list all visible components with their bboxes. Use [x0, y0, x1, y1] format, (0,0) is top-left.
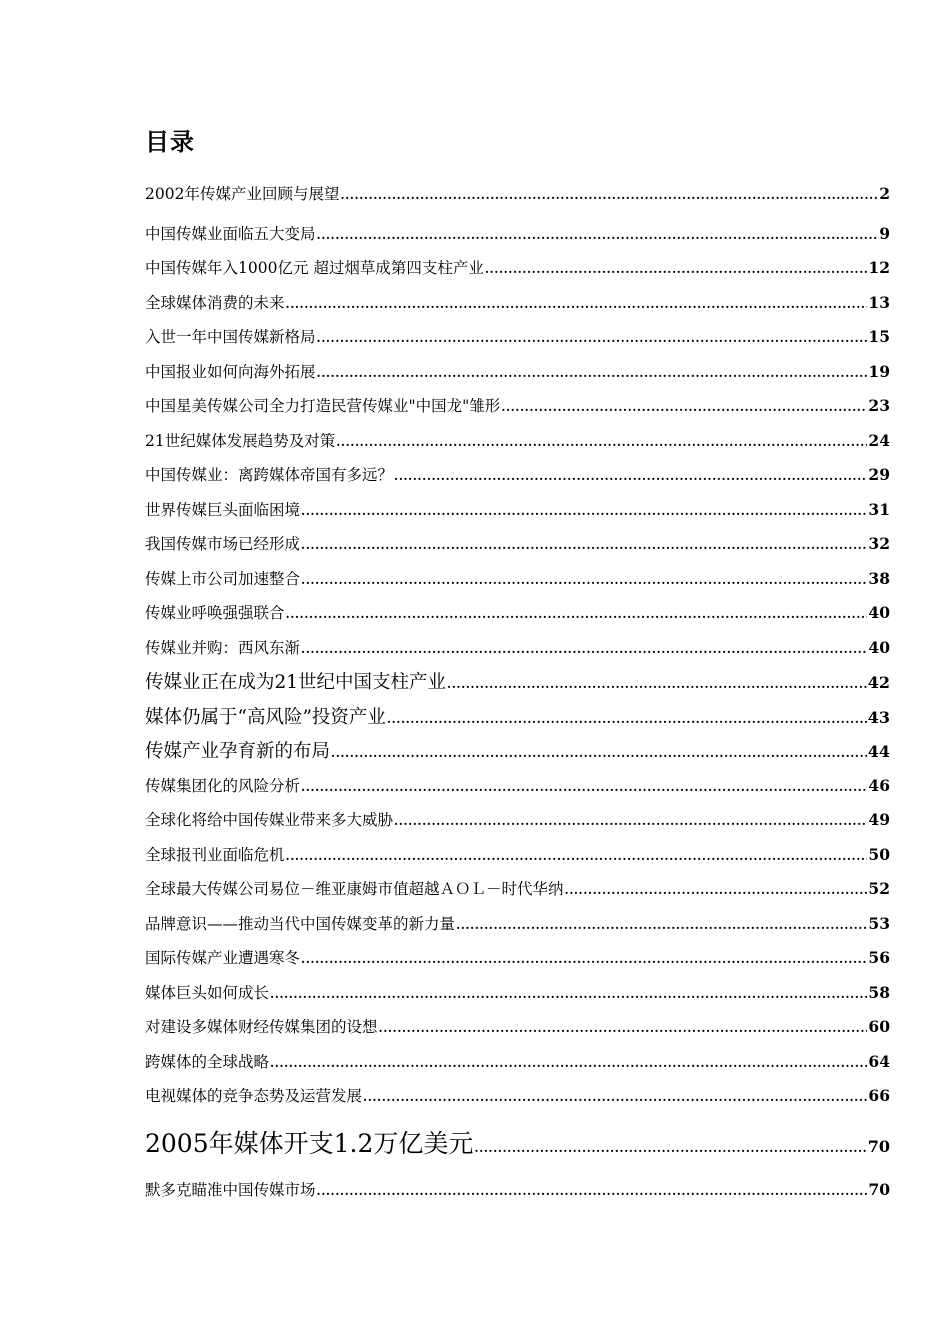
toc-entry-label: 媒体仍属于“高风险”投资产业 — [145, 707, 386, 728]
dot-leader — [331, 746, 867, 760]
toc-entry-label: 2005年媒体开支1.2万亿美元 — [145, 1129, 474, 1158]
toc-entry[interactable] — [145, 360, 890, 382]
toc-entry-page: 60 — [868, 1017, 890, 1036]
toc-entry[interactable] — [145, 912, 890, 934]
dot-leader — [379, 1021, 868, 1035]
toc-entry-label: 电视媒体的竞争态势及运营发展 — [145, 1087, 363, 1105]
dot-leader — [286, 607, 868, 621]
toc-entry-label: 传媒产业孕育新的布局 — [145, 741, 331, 762]
toc-entry[interactable] — [145, 1178, 890, 1200]
toc-entry-label: 全球最大传媒公司易位－维亚康姆市值超越ＡＯＬ－时代华纳 — [145, 880, 564, 898]
dot-leader — [301, 642, 867, 656]
toc-entry-label: 中国传媒年入1000亿元 超过烟草成第四支柱产业 — [145, 259, 484, 277]
toc-entry[interactable] — [145, 946, 890, 968]
toc-entry-page: 2 — [879, 184, 890, 203]
toc-entry[interactable] — [145, 291, 890, 313]
toc-entry-label: 媒体巨头如何成长 — [145, 984, 270, 1002]
dot-leader — [485, 262, 868, 276]
toc-entry[interactable] — [145, 843, 890, 865]
toc-entry-label: 中国传媒业面临五大变局 — [145, 225, 316, 243]
toc-entry-page: 19 — [868, 362, 890, 381]
toc-entry-label: 默多克瞄准中国传媒市场 — [145, 1181, 316, 1199]
dot-leader — [301, 538, 867, 552]
dot-leader — [317, 366, 868, 380]
toc-entry[interactable] — [145, 394, 890, 416]
toc-entry[interactable] — [145, 463, 890, 485]
toc-entry-label: 国际传媒产业遭遇寒冬 — [145, 949, 301, 967]
toc-entry[interactable] — [145, 601, 890, 623]
toc-entry-page: 40 — [868, 638, 890, 657]
toc-entry[interactable] — [145, 182, 890, 204]
toc-entry[interactable] — [145, 498, 890, 520]
toc-entry-page: 53 — [868, 914, 890, 933]
dot-leader — [456, 918, 867, 932]
toc-entry-label: 跨媒体的全球战略 — [145, 1053, 270, 1071]
toc-entry[interactable] — [145, 703, 890, 729]
toc-entry-page: 32 — [868, 534, 890, 553]
toc-entry-page: 38 — [868, 569, 890, 588]
dot-leader — [317, 1184, 868, 1198]
toc-entry-page: 15 — [868, 327, 890, 346]
dot-leader — [394, 814, 867, 828]
toc-entry-label: 我国传媒市场已经形成 — [145, 535, 301, 553]
toc-entry[interactable] — [145, 1084, 890, 1106]
dot-leader — [317, 228, 879, 242]
dot-leader — [474, 1141, 866, 1155]
toc-entry[interactable] — [145, 325, 890, 347]
dot-leader — [336, 435, 867, 449]
toc-entry[interactable] — [145, 636, 890, 658]
dot-leader — [340, 188, 878, 202]
toc-entry-label: 传媒业正在成为21世纪中国支柱产业 — [145, 672, 447, 693]
toc-entry-label: 2002年传媒产业回顾与展望 — [145, 185, 340, 203]
toc-entry[interactable] — [145, 1015, 890, 1037]
toc-entry[interactable] — [145, 981, 890, 1003]
dot-leader — [301, 504, 867, 518]
toc-entry[interactable] — [145, 1124, 890, 1160]
toc-entry[interactable] — [145, 737, 890, 763]
toc-entry-label: 21世纪媒体发展趋势及对策 — [145, 432, 336, 450]
toc-entry[interactable] — [145, 808, 890, 830]
toc-entry-page: 24 — [868, 431, 890, 450]
toc-entry-page: 58 — [868, 983, 890, 1002]
dot-leader — [270, 1056, 867, 1070]
dot-leader — [301, 780, 867, 794]
toc-entry[interactable] — [145, 429, 890, 451]
dot-leader — [447, 677, 867, 691]
toc-entry-page: 52 — [868, 879, 890, 898]
dot-leader — [387, 712, 867, 726]
toc-entry-label: 入世一年中国传媒新格局 — [145, 328, 316, 346]
toc-entry-label: 全球报刊业面临危机 — [145, 846, 285, 864]
toc-entry-page: 44 — [867, 742, 890, 761]
toc-entry[interactable] — [145, 774, 890, 796]
dot-leader — [286, 849, 868, 863]
toc-entry-label: 中国星美传媒公司全力打造民营传媒业"中国龙"雏形 — [145, 397, 501, 415]
toc-entry-label: 传媒业呼唤强强联合 — [145, 604, 285, 622]
toc-entry-label: 传媒上市公司加速整合 — [145, 570, 301, 588]
toc-entry-page: 64 — [868, 1052, 890, 1071]
toc-entry-page: 46 — [868, 776, 890, 795]
dot-leader — [394, 469, 867, 483]
dot-leader — [565, 883, 868, 897]
toc-entry-label: 世界传媒巨头面临困境 — [145, 501, 301, 519]
dot-leader — [363, 1090, 867, 1104]
toc-entry[interactable] — [145, 222, 890, 244]
toc-entry-page: 29 — [868, 465, 890, 484]
toc-entry-label: 对建设多媒体财经传媒集团的设想 — [145, 1018, 378, 1036]
toc-entry-page: 13 — [868, 293, 890, 312]
toc-entry-label: 传媒业并购：西风东渐 — [145, 639, 301, 657]
toc-entry-label: 中国报业如何向海外拓展 — [145, 363, 316, 381]
toc-title: 目录 — [145, 128, 195, 156]
toc-entry-page: 23 — [868, 396, 890, 415]
dot-leader — [501, 400, 867, 414]
toc-entry-page: 9 — [879, 224, 890, 243]
dot-leader — [286, 297, 868, 311]
toc-entry-page: 31 — [868, 500, 890, 519]
toc-entry-page: 70 — [867, 1137, 890, 1156]
toc-entry-label: 传媒集团化的风险分析 — [145, 777, 301, 795]
toc-entry-page: 70 — [868, 1180, 890, 1199]
toc-entry[interactable] — [145, 877, 890, 899]
toc-entry-page: 43 — [867, 708, 890, 727]
toc-entry[interactable] — [145, 567, 890, 589]
toc-entry-page: 12 — [868, 258, 890, 277]
toc-entry-page: 56 — [868, 948, 890, 967]
toc-entry-page: 42 — [867, 673, 890, 692]
toc-entry[interactable] — [145, 1050, 890, 1072]
toc-entry-label: 中国传媒业：离跨媒体帝国有多远？ — [145, 466, 394, 484]
dot-leader — [317, 331, 868, 345]
toc-entry-page: 50 — [868, 845, 890, 864]
toc-entry[interactable] — [145, 668, 890, 694]
dot-leader — [301, 573, 867, 587]
toc-entry-label: 品牌意识——推动当代中国传媒变革的新力量 — [145, 915, 456, 933]
toc-entry-page: 40 — [868, 603, 890, 622]
toc-entry[interactable] — [145, 532, 890, 554]
toc-entry-label: 全球媒体消费的未来 — [145, 294, 285, 312]
toc-entry-page: 66 — [868, 1086, 890, 1105]
dot-leader — [270, 987, 867, 1001]
toc-entry-page: 49 — [868, 810, 890, 829]
toc-entry[interactable] — [145, 256, 890, 278]
toc-entry-label: 全球化将给中国传媒业带来多大威胁 — [145, 811, 394, 829]
dot-leader — [301, 952, 867, 966]
